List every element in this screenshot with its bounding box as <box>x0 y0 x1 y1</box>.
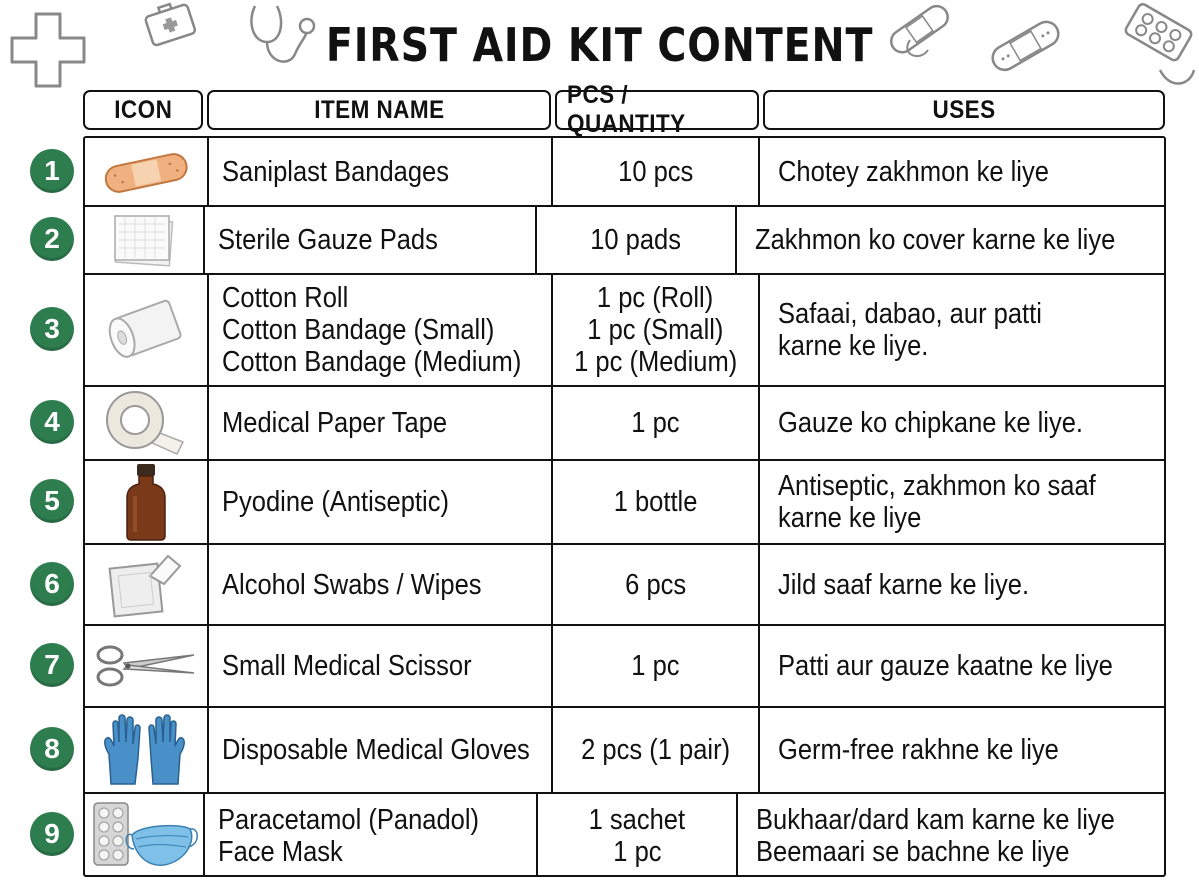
item-name-cell <box>209 708 553 792</box>
uses-cell <box>738 794 1164 877</box>
cell-line: Cotton Bandage (Medium) <box>222 346 522 378</box>
item-name-cell <box>209 545 553 624</box>
cell-line: karne ke liye <box>778 502 922 534</box>
cell-line: 10 pcs <box>617 155 694 188</box>
quantity-cell <box>553 387 760 459</box>
cell-line: 1 pc (Medium) <box>573 346 738 378</box>
cell-line: Pyodine (Antiseptic) <box>222 486 449 518</box>
table-row <box>85 708 1164 794</box>
quantity-cell <box>553 545 760 624</box>
row-number-badge: 4 <box>30 400 74 444</box>
row-number-badge: 2 <box>30 217 74 261</box>
cell-line: Chotey zakhmon ke liye <box>778 155 1049 188</box>
header-uses: USES <box>763 90 1165 130</box>
table-row <box>85 138 1164 207</box>
gauze-pad-icon <box>109 210 179 270</box>
uses-cell <box>760 461 1164 543</box>
scissors-icon <box>94 641 198 691</box>
cell-line: Antiseptic, zakhmon ko saaf <box>778 470 1096 502</box>
cell-line: 1 pc <box>631 407 680 439</box>
row-number-badge: 6 <box>30 562 74 606</box>
icon-cell <box>85 387 209 459</box>
cell-line: Face Mask <box>217 835 343 868</box>
gloves-icon <box>101 714 191 786</box>
medical-cross-icon <box>8 10 88 90</box>
pills-and-mask-icon <box>88 801 200 871</box>
item-name-cell <box>209 626 553 706</box>
item-name-cell <box>205 794 538 877</box>
table-row <box>85 207 1164 275</box>
row-number-badge: 3 <box>30 307 74 351</box>
uses-cell <box>760 138 1164 205</box>
uses-cell <box>760 626 1164 706</box>
cell-line: 1 pc (Small) <box>587 314 724 346</box>
cell-line: Jild saaf karne ke liye. <box>778 568 1030 601</box>
quantity-cell <box>538 794 738 877</box>
uses-cell <box>760 708 1164 792</box>
cell-line: 2 pcs (1 pair) <box>581 734 730 766</box>
row-number-badge: 8 <box>30 727 74 771</box>
cell-line: 1 pc <box>612 835 662 868</box>
quantity-cell <box>553 708 760 792</box>
cotton-roll-icon <box>101 295 191 365</box>
cell-line: Cotton Bandage (Small) <box>222 314 495 346</box>
icon-cell <box>85 708 209 792</box>
quantity-cell <box>553 138 760 205</box>
table-row <box>85 794 1164 877</box>
header-quantity: PCS / QUANTITY <box>555 90 759 130</box>
cell-line: Medical Paper Tape <box>222 407 448 439</box>
icon-cell <box>85 275 209 385</box>
table-row <box>85 626 1164 708</box>
cell-line: 6 pcs <box>624 568 686 601</box>
cell-line: 10 pads <box>590 224 682 256</box>
quantity-cell <box>553 275 760 385</box>
cell-line: Patti aur gauze kaatne ke liye <box>778 650 1113 682</box>
item-name-cell <box>209 138 553 205</box>
cell-line: Sterile Gauze Pads <box>217 224 438 256</box>
icon-cell <box>85 138 209 205</box>
row-number-badge: 1 <box>30 149 74 193</box>
quantity-cell <box>537 207 737 273</box>
pill-pack-icon <box>1110 0 1199 95</box>
header-item-name: ITEM NAME <box>207 90 551 130</box>
quantity-cell <box>553 461 760 543</box>
cell-line: 1 sachet <box>588 803 686 836</box>
item-name-cell <box>205 207 537 273</box>
cell-line: Zakhmon ko cover karne ke liye <box>754 224 1115 256</box>
table-row <box>85 387 1164 461</box>
cell-line: Cotton Roll <box>222 282 349 314</box>
icon-cell <box>85 461 209 543</box>
row-number-badge: 5 <box>30 479 74 523</box>
alcohol-swab-icon <box>106 550 186 620</box>
icon-cell <box>85 545 209 624</box>
cell-line: Saniplast Bandages <box>222 155 450 188</box>
cell-line: Safaai, dabao, aur patti <box>778 298 1042 330</box>
icon-cell <box>85 626 209 706</box>
cell-line: karne ke liye. <box>778 330 929 362</box>
page-title: FIRST AID KIT CONTENT <box>325 18 874 72</box>
paper-tape-icon <box>101 388 191 458</box>
cell-line: Gauze ko chipkane ke liye. <box>778 407 1084 439</box>
table-row <box>85 461 1164 545</box>
item-name-cell <box>209 387 553 459</box>
icon-cell <box>85 794 205 877</box>
cell-line: Alcohol Swabs / Wipes <box>222 568 482 601</box>
item-name-cell <box>209 461 553 543</box>
bandage-icon <box>101 147 191 197</box>
icon-cell <box>85 207 205 273</box>
cell-line: Germ-free rakhne ke liye <box>778 734 1059 766</box>
uses-cell <box>760 545 1164 624</box>
table-row <box>85 275 1164 387</box>
cell-line: Paracetamol (Panadol) <box>217 803 479 836</box>
item-name-cell <box>209 275 553 385</box>
uses-cell <box>760 275 1164 385</box>
header-icon: ICON <box>83 90 203 130</box>
uses-cell <box>737 207 1164 273</box>
cell-line: 1 bottle <box>613 486 698 518</box>
cell-line: Small Medical Scissor <box>222 650 472 682</box>
cell-line: Beemaari se bachne ke liye <box>756 835 1070 868</box>
cell-line: 1 pc <box>631 650 680 682</box>
cell-line: Disposable Medical Gloves <box>222 734 530 766</box>
cell-line: Bukhaar/dard kam karne ke liye <box>756 803 1116 836</box>
quantity-cell <box>553 626 760 706</box>
uses-cell <box>760 387 1164 459</box>
table-row <box>85 545 1164 626</box>
row-number-badge: 9 <box>30 812 74 856</box>
cell-line: 1 pc (Roll) <box>597 282 714 314</box>
kit-table <box>83 136 1166 877</box>
antiseptic-bottle-icon <box>121 462 171 542</box>
row-number-badge: 7 <box>30 643 74 687</box>
